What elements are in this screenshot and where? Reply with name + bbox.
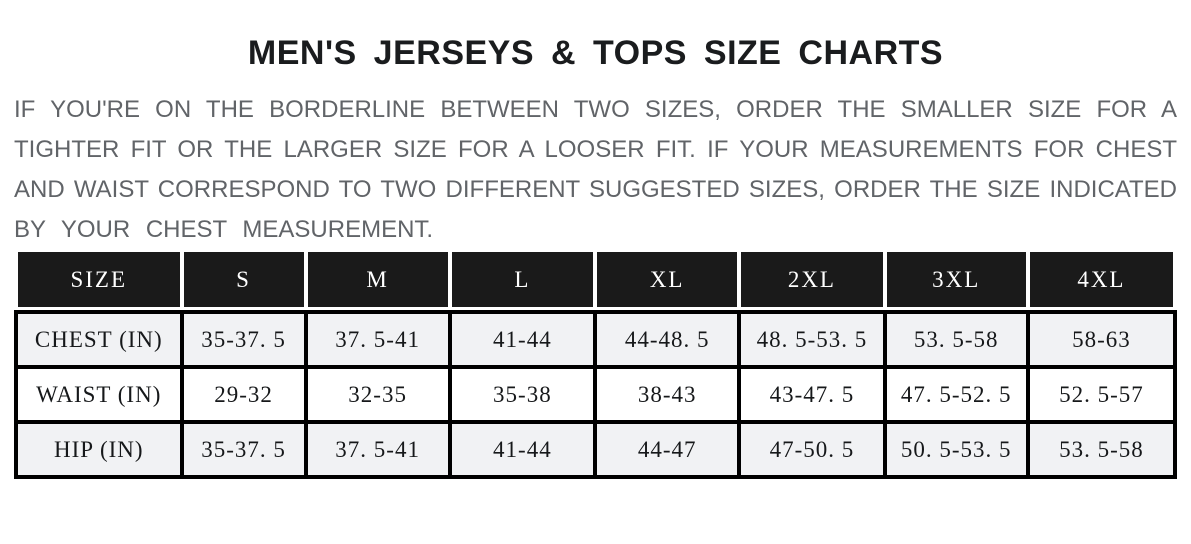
- size-chart-header-row: [14, 252, 1177, 307]
- size-cell: 35-37. 5: [184, 314, 304, 365]
- intro-line: TIGHTER FIT OR THE LARGER SIZE FOR A LOOSER FIT. IF YOUR MEASUREMENTS FOR CHEST: [14, 136, 1177, 163]
- intro-line: AND WAIST CORRESPOND TO TWO DIFFERENT SUGGESTED SIZES, ORDER THE SIZE INDICATED: [14, 176, 1177, 203]
- size-cell: 48. 5-53. 5: [741, 314, 882, 365]
- column-header-m: M: [308, 252, 448, 307]
- column-header-xl: XL: [597, 252, 737, 307]
- column-header-2xl: 2XL: [741, 252, 882, 307]
- size-cell: 44-47: [597, 424, 737, 475]
- size-cell: 58-63: [1030, 314, 1173, 365]
- row-label-chest: CHEST (IN): [18, 314, 180, 365]
- row-label-hip: HIP (IN): [18, 424, 180, 475]
- column-header-s: S: [184, 252, 304, 307]
- size-cell: 37. 5-41: [308, 314, 448, 365]
- size-cell: 47-50. 5: [741, 424, 882, 475]
- size-cell: 35-37. 5: [184, 424, 304, 475]
- size-cell: 52. 5-57: [1030, 369, 1173, 420]
- size-cell: 53. 5-58: [1030, 424, 1173, 475]
- size-cell: 41-44: [452, 424, 593, 475]
- page-content: [0, 34, 1191, 479]
- intro-paragraph: [14, 90, 1177, 250]
- column-header-l: L: [452, 252, 593, 307]
- intro-line: IF YOU'RE ON THE BORDERLINE BETWEEN TWO SIZES, ORDER THE SMALLER SIZE FOR A: [14, 96, 1177, 123]
- size-cell: 29-32: [184, 369, 304, 420]
- size-cell: 44-48. 5: [597, 314, 737, 365]
- size-cell: 35-38: [452, 369, 593, 420]
- size-cell: 41-44: [452, 314, 593, 365]
- size-cell: 37. 5-41: [308, 424, 448, 475]
- size-cell: 50. 5-53. 5: [887, 424, 1026, 475]
- size-chart-body: [14, 310, 1177, 479]
- size-cell: 53. 5-58: [887, 314, 1026, 365]
- row-label-waist: WAIST (IN): [18, 369, 180, 420]
- column-header-size: SIZE: [18, 252, 180, 307]
- column-header-4xl: 4XL: [1030, 252, 1173, 307]
- column-header-3xl: 3XL: [887, 252, 1026, 307]
- size-cell: 43-47. 5: [741, 369, 882, 420]
- size-cell: 47. 5-52. 5: [887, 369, 1026, 420]
- size-cell: 32-35: [308, 369, 448, 420]
- page-title: MEN'S JERSEYS & TOPS SIZE CHARTS: [247, 34, 944, 72]
- size-chart-table: [14, 252, 1177, 479]
- intro-line: BY YOUR CHEST MEASUREMENT.: [14, 216, 434, 243]
- size-cell: 38-43: [597, 369, 737, 420]
